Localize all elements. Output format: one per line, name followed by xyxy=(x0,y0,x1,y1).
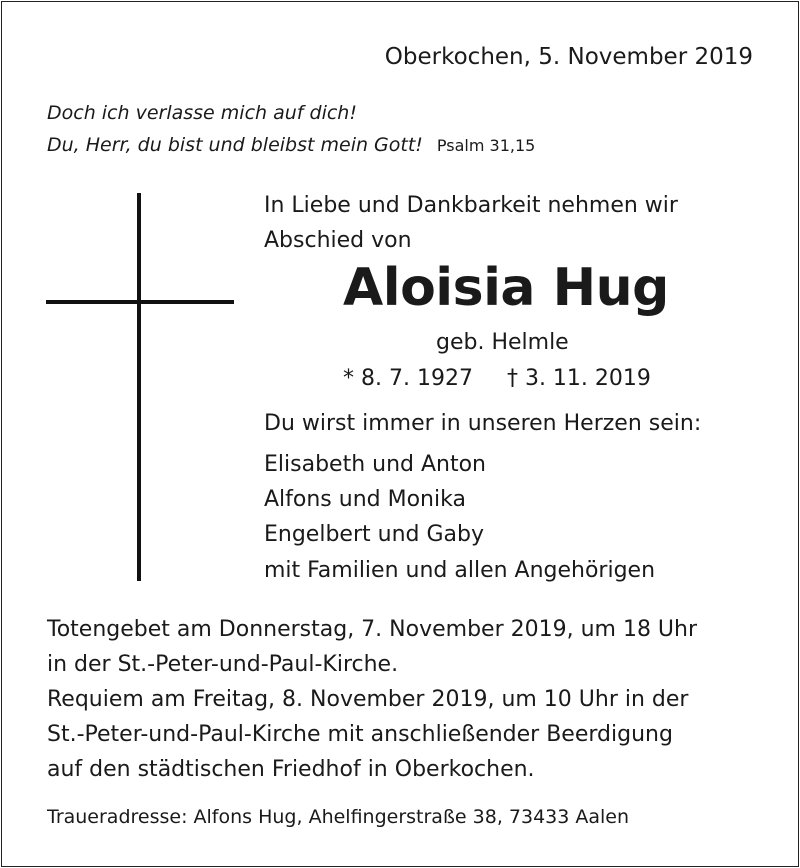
verse-line-2 xyxy=(47,134,535,156)
service-line: St.-Peter-und-Paul-Kirche mit anschließender Beerdigung xyxy=(47,722,673,747)
mourner-line: Elisabeth und Anton xyxy=(264,452,486,477)
psalm-reference: Psalm 31,15 xyxy=(436,136,536,155)
cross-icon xyxy=(137,193,141,581)
mourning-address: Traueradresse: Alfons Hug, Ahelfingerstraße 38, 73433 Aalen xyxy=(47,806,630,828)
verse-line-1: Doch ich verlasse mich auf dich! xyxy=(47,102,357,124)
farewell-line: Du wirst immer in unseren Herzen sein: xyxy=(264,411,702,436)
service-line: Totengebet am Donnerstag, 7. November 2019, um 18 Uhr xyxy=(47,617,698,642)
life-dates xyxy=(343,366,651,391)
mourner-line: mit Familien und allen Angehörigen xyxy=(264,558,656,583)
service-line: in der St.-Peter-und-Paul-Kirche. xyxy=(47,652,399,677)
verse-line-2-text: Du, Herr, du bist und bleibst mein Gott! xyxy=(47,134,423,156)
service-line: auf den städtischen Friedhof in Oberkochen. xyxy=(47,757,535,782)
mourner-line: Engelbert und Gaby xyxy=(264,522,484,547)
intro-line-2: Abschied von xyxy=(264,228,412,253)
maiden-name: geb. Helmle xyxy=(436,330,569,355)
deceased-name: Aloisia Hug xyxy=(343,258,669,318)
mourner-line: Alfons und Monika xyxy=(264,487,466,512)
death-date: † 3. 11. 2019 xyxy=(506,366,651,391)
service-line: Requiem am Freitag, 8. November 2019, um 10 Uhr in der xyxy=(47,687,689,712)
cross-icon-bar xyxy=(46,300,234,304)
birth-date: * 8. 7. 1927 xyxy=(343,366,473,391)
place-date: Oberkochen, 5. November 2019 xyxy=(384,44,753,70)
intro-line-1: In Liebe und Dankbarkeit nehmen wir xyxy=(264,193,678,218)
